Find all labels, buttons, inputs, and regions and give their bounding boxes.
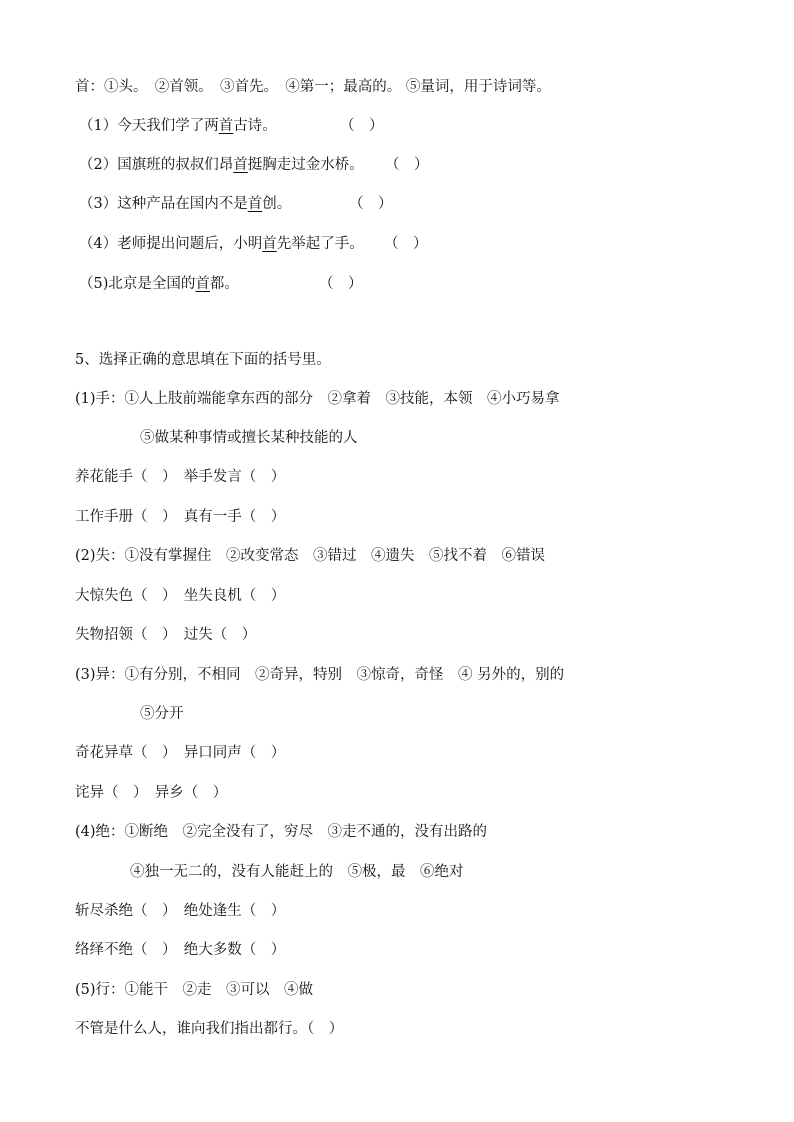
exercise-row: 失物招领（ ） 过失（ ） [75,627,257,643]
answer-blank[interactable]: （ ） [319,276,363,292]
definition-shi: (2)失：①没有掌握住 ②改变常态 ③错过 ④遗失 ⑤找不着 ⑥错误 [75,548,546,564]
definition-continuation: ⑤分开 [140,706,184,722]
question-item: （5)北京是全国的首都。 [79,276,239,292]
answer-blank[interactable]: （ ） [349,196,393,212]
exercise-row: 斩尽杀绝（ ） 绝处逢生（ ） [75,903,286,919]
exercise-row: 不管是什么人，谁向我们指出都行。（ ） [75,1021,344,1037]
question-item: （3）这种产品在国内不是首创。 [79,196,292,212]
answer-blank[interactable]: （ ） [385,157,429,173]
answer-blank[interactable]: （ ） [340,118,384,134]
exercise-row: 大惊失色（ ） 坐失良机（ ） [75,588,286,604]
definition-yi: (3)异：①有分别，不相同 ②奇异，特别 ③惊奇，奇怪 ④ 另外的，别的 [75,667,565,683]
exercise-row: 工作手册（ ） 真有一手（ ） [75,509,286,525]
definition-continuation: ⑤做某种事情或擅长某种技能的人 [140,430,358,446]
definition-xing: (5)行：①能干 ②走 ③可以 ④做 [75,982,314,998]
definition-continuation: ④独一无二的，没有人能赶上的 ⑤极，最 ⑥绝对 [130,864,464,880]
question-item: （4）老师提出问题后，小明首先举起了手。 [79,236,364,252]
exercise-row: 奇花异草（ ） 异口同声（ ） [75,745,286,761]
question-item: （2）国旗班的叔叔们昂首挺胸走过金水桥。 [79,157,364,173]
section-heading: 5、选择正确的意思填在下面的括号里。 [75,352,331,368]
answer-blank[interactable]: （ ） [384,236,428,252]
definition-jue: (4)绝：①断绝 ②完全没有了，穷尽 ③走不通的，没有出路的 [75,824,488,840]
definition-shou-hand: (1)手：①人上肢前端能拿东西的部分 ②拿着 ③技能，本领 ④小巧易拿 [75,391,560,407]
question-item: （1）今天我们学了两首古诗。 [79,118,277,134]
exercise-row: 络绎不绝（ ） 绝大多数（ ） [75,942,286,958]
definition-shou: 首：①头。 ②首领。 ③首先。 ④第一；最高的。 ⑤量词，用于诗词等。 [75,79,551,95]
exercise-row: 诧异（ ） 异乡（ ） [75,785,228,801]
exercise-row: 养花能手（ ） 举手发言（ ） [75,469,286,485]
